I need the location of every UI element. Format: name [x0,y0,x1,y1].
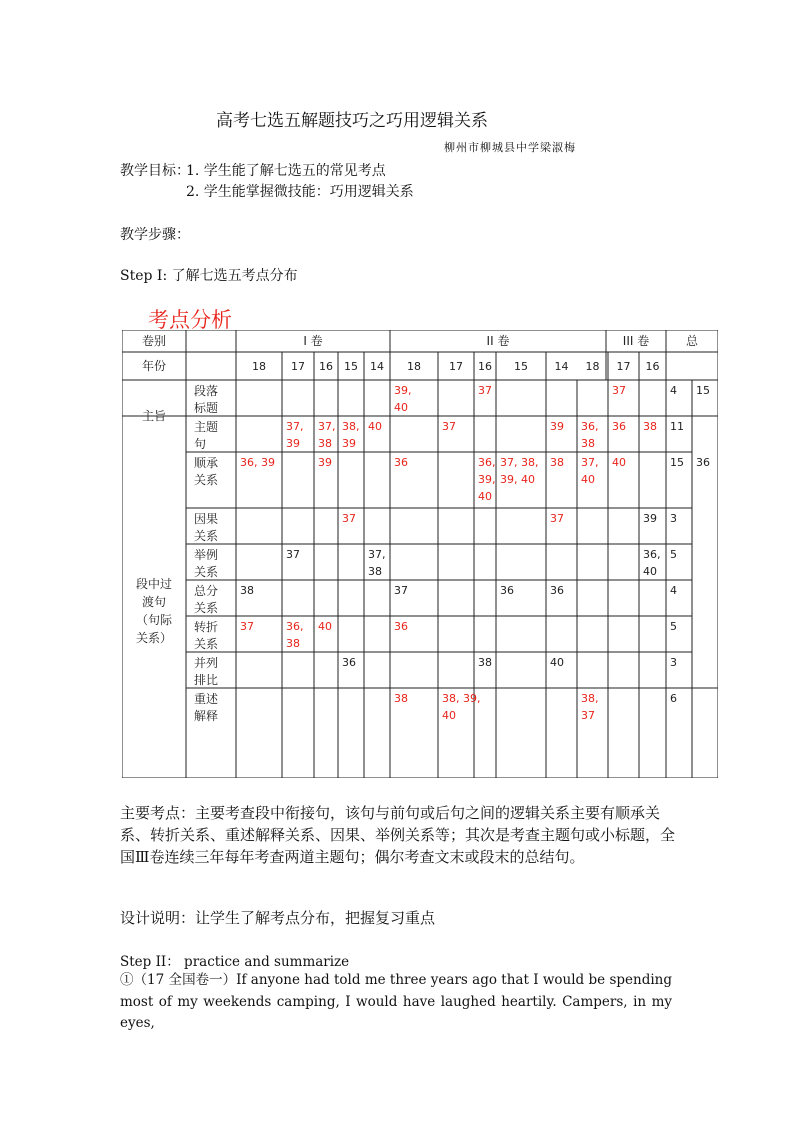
table-cell-value: 37, [318,420,336,433]
table-cell-value: 38 [550,456,564,469]
header-year: 17 [291,360,305,373]
table-cell-value: 37, 38, [500,456,539,469]
row-label: 解释 [194,709,219,723]
row-label: 总分 [194,584,219,598]
table-cell-value: 38, [581,692,599,705]
row-label: 转折 [194,620,219,634]
table-cell-value: 37 [394,584,408,597]
main-points-paragraph: 主要考点：主要考查段中衔接句，该句与前句或后句之间的逻辑关系主要有顺承关系、转折关系、重述解释关系、因果、举例关系等；其次是考查主题句或小标题，全国Ⅲ卷连续三年每年考查两道主题句；偶尔考查文末或段末的总结句。 [120,804,676,866]
row-label: 关系 [194,565,219,579]
header-year: 17 [616,360,631,373]
table-cell-value: 36 [342,656,356,669]
header-juan1: I 卷 [303,334,323,348]
table-cell-value: 38 [581,437,595,450]
row-total-1: 4 [670,384,677,397]
table-cell-value: 38 [318,437,332,450]
table-cell-value: 36, [478,456,496,469]
header-nianfen: 年份 [141,359,167,373]
exercise-line-1: ①（17 全国卷一）If anyone had told me three years ago that I would be spending [120,972,672,988]
objective-item-2: 2. 学生能掌握微技能：巧用逻辑关系 [186,184,414,200]
header-year: 18 [252,360,266,373]
header-year: 14 [370,360,384,373]
table-cell-value: 37 [478,384,492,397]
table-cell-value: 36, 39 [240,456,275,469]
table-cell-value: 39, [394,384,412,397]
table-cell-value: 37 [240,620,254,633]
table-cell-value: 40 [368,420,382,433]
row-total-1: 6 [670,692,677,705]
row-label: 主题 [194,420,219,434]
table-cell-value: 36, [581,420,599,433]
objectives-label: 教学目标： [120,163,190,179]
table-cell-value: 37, [368,548,386,561]
objective-item-1: 1. 学生能了解七选五的常见考点 [186,163,386,179]
table-cell-value: 38 [368,565,382,578]
table-cell-value: 38 [394,692,408,705]
table-cell-value: 39 [550,420,564,433]
row-label: 句 [194,437,207,451]
table-cell-value: 40 [318,620,332,633]
header-year: 15 [344,360,358,373]
group-duanzhong: 渡句 [141,595,167,609]
table-heading: 考点分析 [148,308,232,332]
row-total-1: 5 [670,620,677,633]
row-label: 关系 [194,601,219,615]
table-cell-value: 36, [643,548,661,561]
table-cell-value: 37 [612,384,626,397]
table-cell-value: 37, [581,456,599,469]
row-total-1: 3 [670,656,677,669]
header-juan3: III 卷 [622,334,650,348]
table-cell-value: 36 [612,420,626,433]
group-duanzhong: （句际 [135,613,173,627]
exercise-line-2: most of my weekends camping, I would have laughed heartily. Campers, in my eyes, [120,994,672,1031]
row-total-1: 5 [670,548,677,561]
table-cell-value: 39 [286,437,300,450]
row-label: 关系 [194,637,219,651]
table-cell-value: 40 [394,401,408,414]
row-total-1: 11 [670,420,684,433]
header-year: 16 [645,360,660,373]
table-cell-value: 38, 39, [442,692,481,705]
table-cell-value: 40 [478,490,492,503]
steps-label: 教学步骤： [120,227,190,243]
table-cell-value: 39, [478,473,496,486]
row-label: 段落 [194,384,219,398]
step1-heading: Step I: 了解七选五考点分布 [120,268,298,284]
table-cell-value: 36 [550,584,564,597]
table-cell-value: 40 [550,656,564,669]
table-cell-value: 38, [342,420,360,433]
row-label: 标题 [194,401,219,415]
table-cell-value: 38 [240,584,254,597]
row-label: 重述 [194,692,219,706]
table-cell-value: 38 [643,420,657,433]
table-cell-value: 40 [442,709,456,722]
table-cell-value: 38 [286,637,300,650]
group-zhuzhi: 主旨 [141,409,167,423]
table-cell-value: 40 [643,565,657,578]
row-label: 关系 [194,473,219,487]
row-total-2: 15 [696,384,710,397]
header-year: 16 [319,360,333,373]
group-duanzhong: 关系） [135,631,173,645]
table-cell-value: 40 [612,456,626,469]
document-title: 高考七选五解题技巧之巧用逻辑关系 [216,111,488,131]
table-cell-value: 39, 40 [500,473,535,486]
exam-points-table-svg [122,330,718,778]
row-total-1: 15 [670,456,684,469]
header-juan2: II 卷 [486,334,510,348]
table-cell-value: 38 [478,656,492,669]
row-total-2: 36 [696,456,710,469]
table-cell-value: 37 [581,709,595,722]
table-cell-value: 39 [318,456,332,469]
header-juanbie: 卷别 [141,334,167,348]
row-total-1: 4 [670,584,677,597]
table-cell-value: 37 [342,512,356,525]
header-year: 18 [407,360,421,373]
table-cell-value: 37 [442,420,456,433]
header-year: 18 [585,360,600,373]
header-year: 16 [478,360,492,373]
row-label: 排比 [194,673,219,687]
design-note: 设计说明：让学生了解考点分布，把握复习重点 [120,909,436,927]
row-label: 顺承 [194,456,219,470]
exam-points-table [122,330,718,778]
header-year: 15 [514,360,528,373]
table-cell-value: 39 [643,512,657,525]
author-line: 柳州市柳城县中学梁淑梅 [444,141,576,154]
header-year: 17 [449,360,463,373]
step2-heading: Step II： practice and summarize [120,954,350,970]
row-label: 举例 [194,548,219,562]
table-cell-value: 37 [550,512,564,525]
row-label: 并列 [194,656,219,670]
header-zong: 总 [685,334,699,348]
table-cell-value: 36 [394,620,408,633]
row-total-1: 3 [670,512,677,525]
table-cell-value: 40 [581,473,595,486]
table-cell-value: 36 [394,456,408,469]
row-label: 关系 [194,529,219,543]
header-year: 14 [554,360,569,373]
table-cell-value: 37 [286,548,300,561]
group-duanzhong: 段中过 [135,577,173,591]
table-cell-value: 37, [286,420,304,433]
table-cell-value: 36 [500,584,514,597]
row-label: 因果 [194,512,219,526]
table-cell-value: 39 [342,437,356,450]
table-cell-value: 36, [286,620,304,633]
